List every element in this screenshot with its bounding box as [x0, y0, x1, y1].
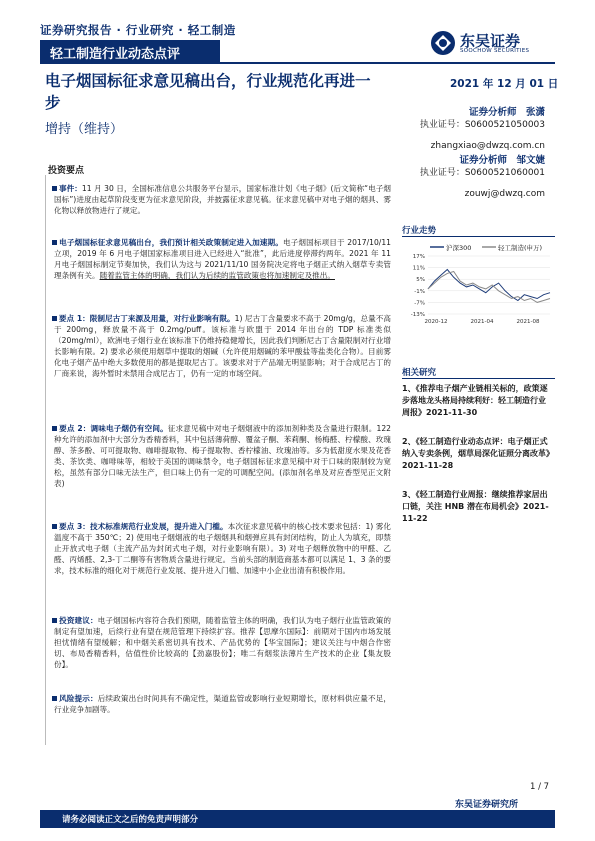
paragraph-advice: [54, 615, 391, 670]
series-line-1: [428, 272, 550, 303]
header-band-title: 轻工制造行业动态点评: [40, 40, 220, 62]
paragraph-text: 征求意见稿中对电子烟烟液中的添加剂种类及含量进行限制。122 种允许的添加剂中大部分为香精香料，其中包括薄荷醇、覆盆子酮、苯莉酮、杨梅醛、柠檬酸、玫瑰醇、茶多酚、可可提取物、咖啡提取物、梅子提取物、香柠檬油、玫瑰油等。多为低甜度水果及花香类、茶饮类、咖啡味等，相较于美国的调味禁令，电子烟国标征求意见稿中对于口味的限制较为宽松，虽然有部分口味无法生产，但口味上仍有一定的可调配空间。(添加剂名单及对应香型见正文附表): [54, 424, 391, 488]
bullet-icon: [52, 240, 57, 245]
industry-trend-chart: [400, 240, 555, 328]
logo-text-en: SOOCHOW SECURITIES: [460, 48, 530, 54]
y-tick-label: -13%: [410, 312, 425, 318]
paragraph-head: 要点 3：技术标准规范行业发展，提升进入门槛。: [58, 522, 228, 531]
footer-institute: 东吴证券研究所: [455, 800, 519, 810]
paragraph-text: 电子烟国标项目于 2017/10/11 立项，2019 年 6 月电子烟国家标准项目进入已经进入“批准”，此后进度停滞约两年。2021 年 11 月电子烟国标制定节奏加快，我们认为这与 2021/11/10 国务院决定将电子烟正式纳入烟草专卖管理条例有关。: [54, 238, 392, 280]
analyst-license: 执业证号：S0600521050003: [419, 120, 545, 130]
y-tick-label: -1%: [414, 288, 425, 295]
analyst-block-2: [400, 154, 545, 201]
related-divider: [402, 378, 555, 379]
paragraph-event: [54, 183, 391, 216]
paragraph-text: 后续政策出台时间具有不确定性，渠道监管或影响行业短期增长，原材料供应量不足，行业竞争加剧等。: [54, 694, 392, 714]
trend-label: 行业走势: [402, 226, 437, 236]
paragraph-underline: 随着监管主体的明确，我们认为后续的监管政策也将加速制定及推出。: [99, 271, 335, 280]
bullet-icon: [52, 316, 57, 321]
legend-label-1: 轻工制造(申万): [498, 244, 543, 252]
logo-mark-icon: [430, 30, 456, 56]
header-breadcrumb: 证券研究报告 · 行业研究 · 轻工制造: [40, 23, 236, 37]
paragraph-policy: [54, 237, 391, 281]
y-tick-label: 17%: [412, 254, 425, 260]
header-divider: [40, 62, 555, 64]
chart-plot: [428, 270, 550, 303]
analyst-role: 证券分析师 邹文婕: [459, 155, 545, 166]
related-item-1[interactable]: 1、《推荐电子烟产业链相关标的，政策逐步落地龙头格局持续利好：轻工制造行业周报》2021-11-30: [402, 384, 548, 417]
page-number: 1 / 7: [530, 782, 550, 792]
paragraph-head: 电子烟国标征求意见稿出台，我们预计相关政策制定进入加速期。: [59, 238, 283, 247]
related-item-3[interactable]: 3、《轻工制造行业周报：继续推荐家居出口链，关注 HNB 潜在布局机会》2021-11-22: [402, 490, 549, 523]
paragraph-head: 要点 2：调味电子烟仍有空间。: [59, 424, 168, 433]
section-label: 投资要点: [48, 166, 85, 176]
paragraph-point-3: [54, 521, 391, 576]
x-tick-label: 2021-04: [470, 319, 494, 325]
legend-label-0: 沪深300: [446, 244, 472, 252]
bullet-icon: [52, 186, 57, 191]
analyst-license: 执业证号：S0600521060001: [419, 168, 545, 178]
x-tick-label: 2021-08: [516, 319, 540, 325]
paragraph-risk: [54, 693, 391, 715]
x-tick-label: 2020-12: [424, 319, 448, 325]
chart-legend: [430, 243, 542, 252]
paragraph-text: 1) 尼古丁含量要求不高于 20mg/g，总量不高于 200mg，释放量不高于 0.2mg/puff。该标准与欧盟于 2014 年出台的 TDP 标准类似（20mg/ml），欧洲电子烟行业在该标准下仍维持稳健增长，因此我们判断尼古丁含量限制对行业增长影响有限。2) 要求必须使用烟草中提取的烟碱（允许使用烟碱的苯甲酸盐等盐类化合物）。目前雾化电子烟产品中绝大多数使用的都是提取尼古丁。该要求对于产品端无明显影响；对于合成尼古丁的厂商来说，海外暂时未禁用合成尼古丁，仍有一定的市场空间。: [54, 314, 392, 378]
paragraph-point-2: [54, 423, 391, 489]
footer-disclaimer: 请务必阅读正文之后的免责声明部分: [40, 810, 555, 828]
paragraph-point-1: [54, 313, 391, 379]
paragraph-text: 11 月 30 日，全国标准信息公共服务平台显示，国家标准计划《电子烟》(后文简称“电子烟国标”)进度由起草阶段变更为征求意见阶段，并披露征求意见稿。征求意见稿中对电子烟的烟具、雾化物以释放物进行了规定。: [54, 184, 392, 215]
report-title: 电子烟国标征求意见稿出台，行业规范化再进一步: [45, 72, 371, 112]
company-logo: [430, 28, 555, 60]
logo-text-cn: 东吴证券: [460, 32, 521, 50]
bullet-icon: [52, 618, 57, 623]
paragraph-head: 事件：: [58, 184, 82, 193]
related-item-2[interactable]: 2、《轻工制造行业动态点评：电子烟正式纳入专卖条例，烟草局深化证照分离改革》2021-11-28: [402, 437, 550, 470]
analyst-email[interactable]: zouwj@dwzq.com: [464, 189, 545, 199]
related-label: 相关研究: [402, 368, 437, 378]
report-rating: 增持（维持）: [45, 122, 124, 137]
trend-divider: [402, 236, 555, 237]
analyst-block-1: [400, 106, 545, 153]
paragraph-text: 电子烟国标内容符合我们预期，随着监管主体的明确，我们认为电子烟行业监管政策的制定有望加速，后续行业有望在规范管理下持续扩容。推荐【思摩尔国际】：前期对于国内市场发展担忧情绪有望缓解；和中烟关系密切具有技术、产品优势的【华宝国际】；建议关注与中烟合作密切、布局香精香料，估值性价比较高的【劲嘉股份】；唯二有烟浆法薄片生产技术的企业【集友股份】。: [54, 616, 392, 669]
analyst-email[interactable]: zhangxiao@dwzq.com.cn: [430, 141, 545, 151]
bullet-icon: [52, 524, 57, 529]
bullet-icon: [52, 696, 57, 701]
y-tick-label: -7%: [414, 300, 425, 307]
analyst-role: 证券分析师 张潇: [468, 107, 545, 118]
main-content: [45, 175, 390, 745]
paragraph-head: 投资建议：: [59, 616, 98, 625]
paragraph-text: 本次征求意见稿中的核心技术要求包括：1) 雾化温度不高于 350℃；2) 使用电子烟烟液的电子烟烟具和烟弹应具有封闭结构，防止人为填充，即禁止开放式电子烟（主流产品为封闭式电子烟，对行业影响有限）。3) 对电子烟释放物中的甲醛、乙醛、丙烯醛、2,3-丁二酮等有害物质含量进行规定。当前头部的制造商基本都可以满足 1、3 条的要求，技术标准的细化对于规范行业发展、提升进入门槛、加速中小企业出清有积极作用。: [54, 522, 391, 575]
paragraph-head: 要点 1：限制尼古丁来源及用量，对行业影响有限。: [58, 314, 235, 323]
paragraph-head: 风险提示：: [59, 694, 98, 703]
y-tick-label: 11%: [412, 265, 425, 272]
report-date: 2021 年 12 月 01 日: [450, 78, 559, 90]
bullet-icon: [52, 426, 57, 431]
chart-x-axis: [425, 319, 540, 325]
y-tick-label: 5%: [416, 277, 425, 284]
